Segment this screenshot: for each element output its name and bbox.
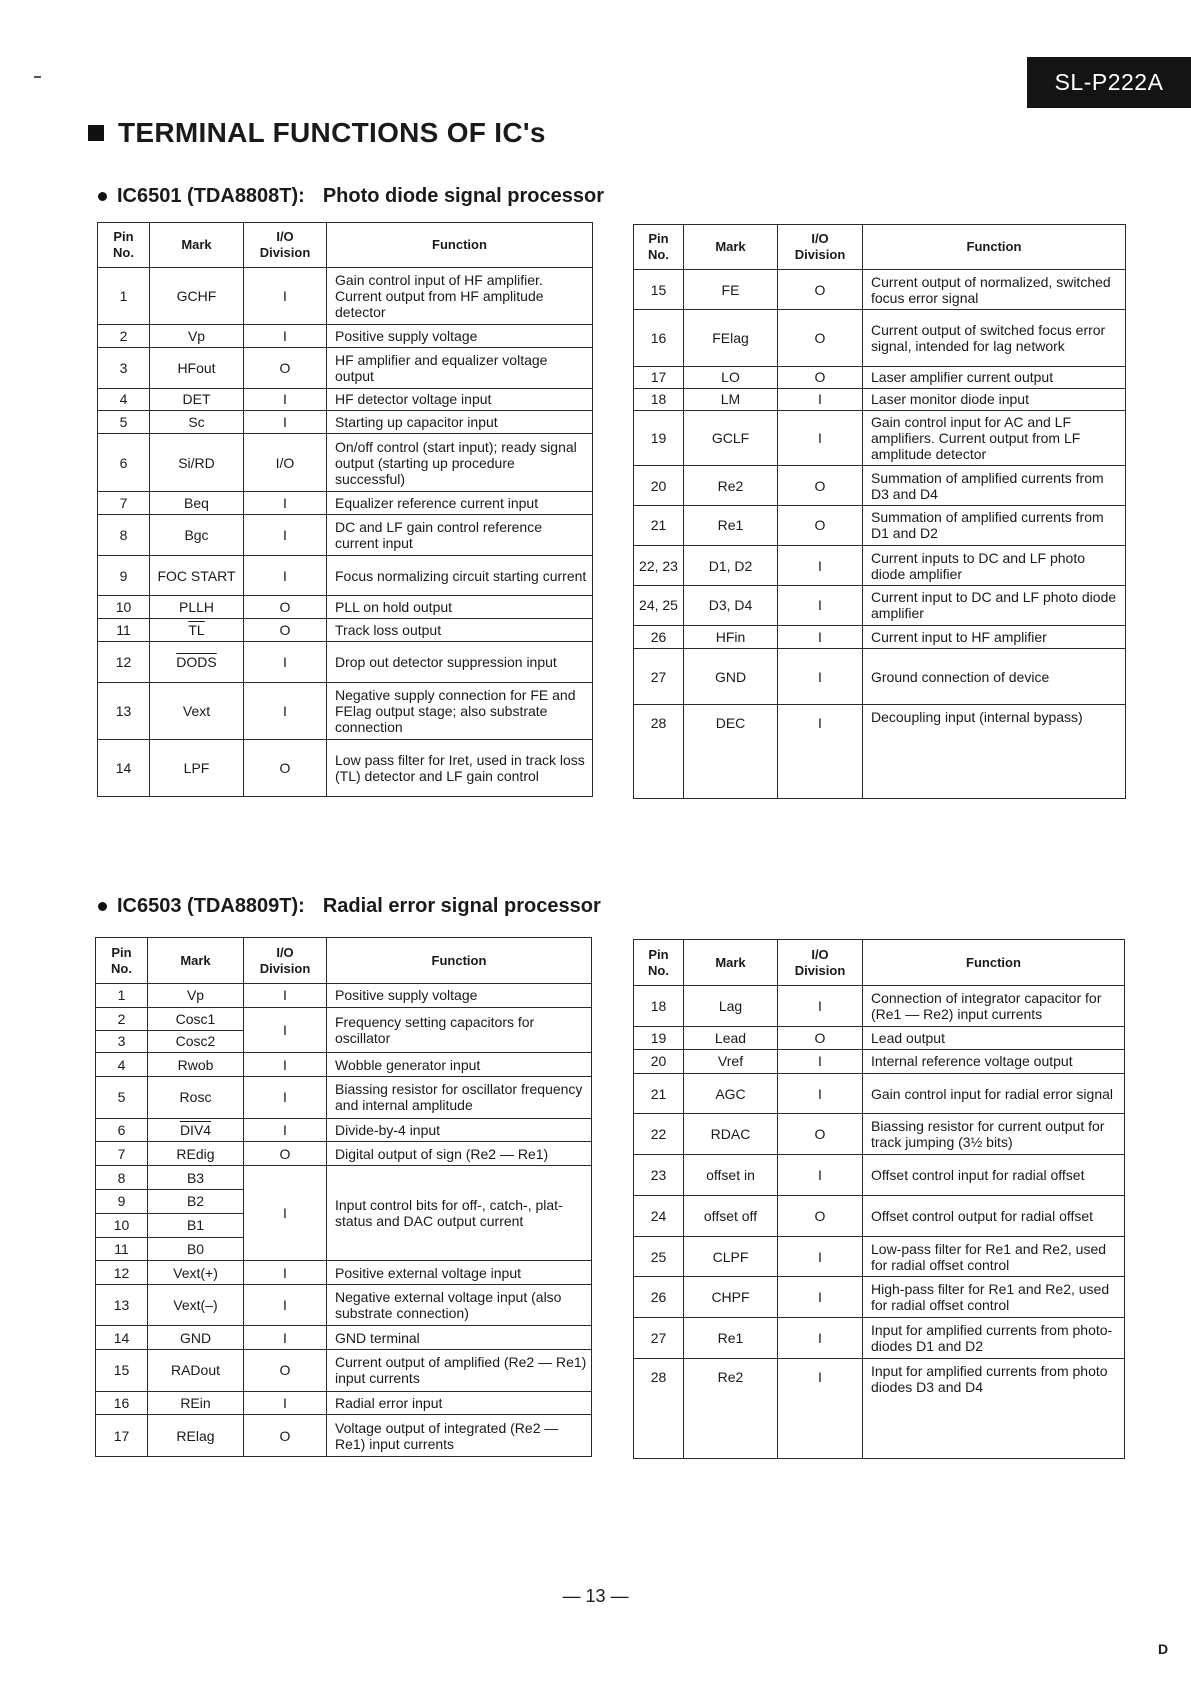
table-row: 6 Si/RD I/O On/off control (start input); ready signal output (starting up procedure successful)	[98, 434, 593, 492]
table-row: 15 RADout O Current output of amplified (Re2 — Re1) input currents	[96, 1350, 592, 1391]
io-header: I/O Division	[244, 223, 327, 268]
table-row: 17 LO O Laser amplifier current output	[634, 366, 1126, 388]
table-row: 6 DIV4 I Divide-by-4 input	[96, 1118, 592, 1142]
table-row: 20 Vref I Internal reference voltage output	[634, 1050, 1125, 1073]
table-row: 16 REin I Radial error input	[96, 1391, 592, 1415]
table-row: 25 CLPF I Low-pass filter for Re1 and Re2, used for radial offset control	[634, 1236, 1125, 1277]
pin-header: Pin No.	[98, 223, 150, 268]
margin-mark	[34, 76, 41, 78]
function-header: Function	[863, 940, 1125, 986]
io-header: I/O Division	[778, 225, 863, 270]
corner-letter: D	[1158, 1641, 1169, 1657]
table-row: 2 Cosc1 I Frequency setting capacitors for oscillator	[96, 1007, 592, 1030]
table-row: 5 Rosc I Biassing resistor for oscillator frequency and internal amplitude	[96, 1077, 592, 1118]
table-row: 24, 25 D3, D4 I Current input to DC and LF photo diode amplifier	[634, 586, 1126, 625]
table-row: 24 offset off O Offset control output for radial offset	[634, 1195, 1125, 1236]
table-row: 27 GND I Ground connection of device	[634, 648, 1126, 704]
ic6503-description: Radial error signal processor	[322, 895, 601, 917]
ic6503-heading	[98, 895, 601, 918]
function-header: Function	[863, 225, 1126, 270]
table-row: 14 LPF O Low pass filter for Iret, used in track loss (TL) detector and LF gain control	[98, 739, 593, 796]
pin-header: Pin No.	[634, 940, 684, 986]
table-row: 19 GCLF I Gain control input for AC and LF amplifiers. Current output from LF amplitude detector	[634, 411, 1126, 466]
table-row: 23 offset in I Offset control input for radial offset	[634, 1155, 1125, 1196]
page-number: — 13 —	[562, 1586, 629, 1606]
pin-header: Pin No.	[634, 225, 684, 270]
table-row: 3 Cosc2	[96, 1030, 592, 1053]
table-row: 12 Vext(+) I Positive external voltage input	[96, 1261, 592, 1285]
table-row: 18 LM I Laser monitor diode input	[634, 388, 1126, 410]
table-row: 13 Vext I Negative supply connection for FE and FElag output stage; also substrate connection	[98, 682, 593, 739]
table-row: 26 CHPF I High-pass filter for Re1 and Re2, used for radial offset control	[634, 1277, 1125, 1318]
section-title: TERMINAL FUNCTIONS OF IC's	[118, 117, 546, 148]
model-badge: SL-P222A	[1027, 57, 1191, 108]
table-header-row	[98, 223, 593, 268]
table-row: 18 Lag I Connection of integrator capacitor for (Re1 — Re2) input currents	[634, 986, 1125, 1027]
ic6503-table-right	[633, 939, 1125, 1459]
table-row: 7 Beq I Equalizer reference current input	[98, 492, 593, 515]
square-bullet-icon	[88, 125, 104, 141]
table-row: 3 HFout O HF amplifier and equalizer voltage output	[98, 348, 593, 389]
mark-header: Mark	[150, 223, 244, 268]
bullet-icon	[98, 192, 107, 201]
ic6501-name: IC6501 (TDA8808T):	[117, 185, 305, 207]
io-header: I/O Division	[778, 940, 863, 986]
mark-header: Mark	[684, 940, 778, 986]
table-row: 15 FE O Current output of normalized, switched focus error signal	[634, 270, 1126, 310]
table-row: 1 Vp I Positive supply voltage	[96, 984, 592, 1008]
ic6501-table-right	[633, 224, 1126, 799]
table-row: 9 B2	[96, 1189, 592, 1213]
table-row: 27 Re1 I Input for amplified currents from photo-diodes D1 and D2	[634, 1318, 1125, 1359]
table-row: 7 REdig O Digital output of sign (Re2 — Re1)	[96, 1142, 592, 1166]
ic6503-table-left	[95, 937, 592, 1457]
table-row: 5 Sc I Starting up capacitor input	[98, 411, 593, 434]
table-row: 22, 23 D1, D2 I Current inputs to DC and LF photo diode amplifier	[634, 546, 1126, 586]
bullet-icon	[98, 902, 107, 911]
table-row: 21 AGC I Gain control input for radial error signal	[634, 1073, 1125, 1114]
ic6501-heading	[98, 185, 604, 208]
table-row: 11 B0	[96, 1237, 592, 1261]
table-row: 11 $\overline{TL}$ O Track loss output	[98, 619, 593, 642]
table-row: 10 B1	[96, 1213, 592, 1237]
section-heading	[88, 117, 546, 149]
function-header: Function	[327, 938, 592, 984]
table-row: 8 B3 I Input control bits for off-, catch-, plat- status and DAC output current	[96, 1166, 592, 1190]
table-row: 20 Re2 O Summation of amplified currents from D3 and D4	[634, 466, 1126, 505]
table-header-row	[634, 225, 1126, 270]
mark-header: Mark	[148, 938, 244, 984]
table-row: 17 RElag O Voltage output of integrated (Re2 — Re1) input currents	[96, 1415, 592, 1457]
table-row: 1 GCHF I Gain control input of HF amplifier. Current output from HF amplitude detector	[98, 268, 593, 325]
io-header: I/O Division	[244, 938, 327, 984]
pin-header: Pin No.	[96, 938, 148, 984]
ic6503-name: IC6503 (TDA8809T):	[117, 895, 305, 917]
table-row: 26 HFin I Current input to HF amplifier	[634, 625, 1126, 648]
table-row: 10 PLLH O PLL on hold output	[98, 596, 593, 619]
table-row: 4 Rwob I Wobble generator input	[96, 1053, 592, 1077]
table-row: 21 Re1 O Summation of amplified currents from D1 and D2	[634, 505, 1126, 545]
mark-header: Mark	[684, 225, 778, 270]
table-row: 9 FOC START I Focus normalizing circuit starting current	[98, 555, 593, 596]
table-row: 22 RDAC O Biassing resistor for current output for track jumping (3½ bits)	[634, 1114, 1125, 1155]
ic6501-description: Photo diode signal processor	[322, 185, 604, 207]
table-header-row	[634, 940, 1125, 986]
table-row: 19 Lead O Lead output	[634, 1026, 1125, 1049]
table-row: 28 Re2 I Input for amplified currents from photo diodes D3 and D4	[634, 1359, 1125, 1459]
function-header: Function	[327, 223, 593, 268]
table-row: 8 Bgc I DC and LF gain control reference current input	[98, 515, 593, 556]
table-row: 28 DEC I Decoupling input (internal bypass)	[634, 705, 1126, 799]
ic6501-table-left	[97, 222, 593, 797]
table-row: 16 FElag O Current output of switched focus error signal, intended for lag network	[634, 310, 1126, 366]
table-row: 4 DET I HF detector voltage input	[98, 388, 593, 411]
table-row: 2 Vp I Positive supply voltage	[98, 325, 593, 348]
table-header-row	[96, 938, 592, 984]
table-row: 13 Vext(–) I Negative external voltage input (also substrate connection)	[96, 1285, 592, 1326]
table-row: 12 DODS I Drop out detector suppression input	[98, 642, 593, 683]
table-row: 14 GND I GND terminal	[96, 1326, 592, 1350]
